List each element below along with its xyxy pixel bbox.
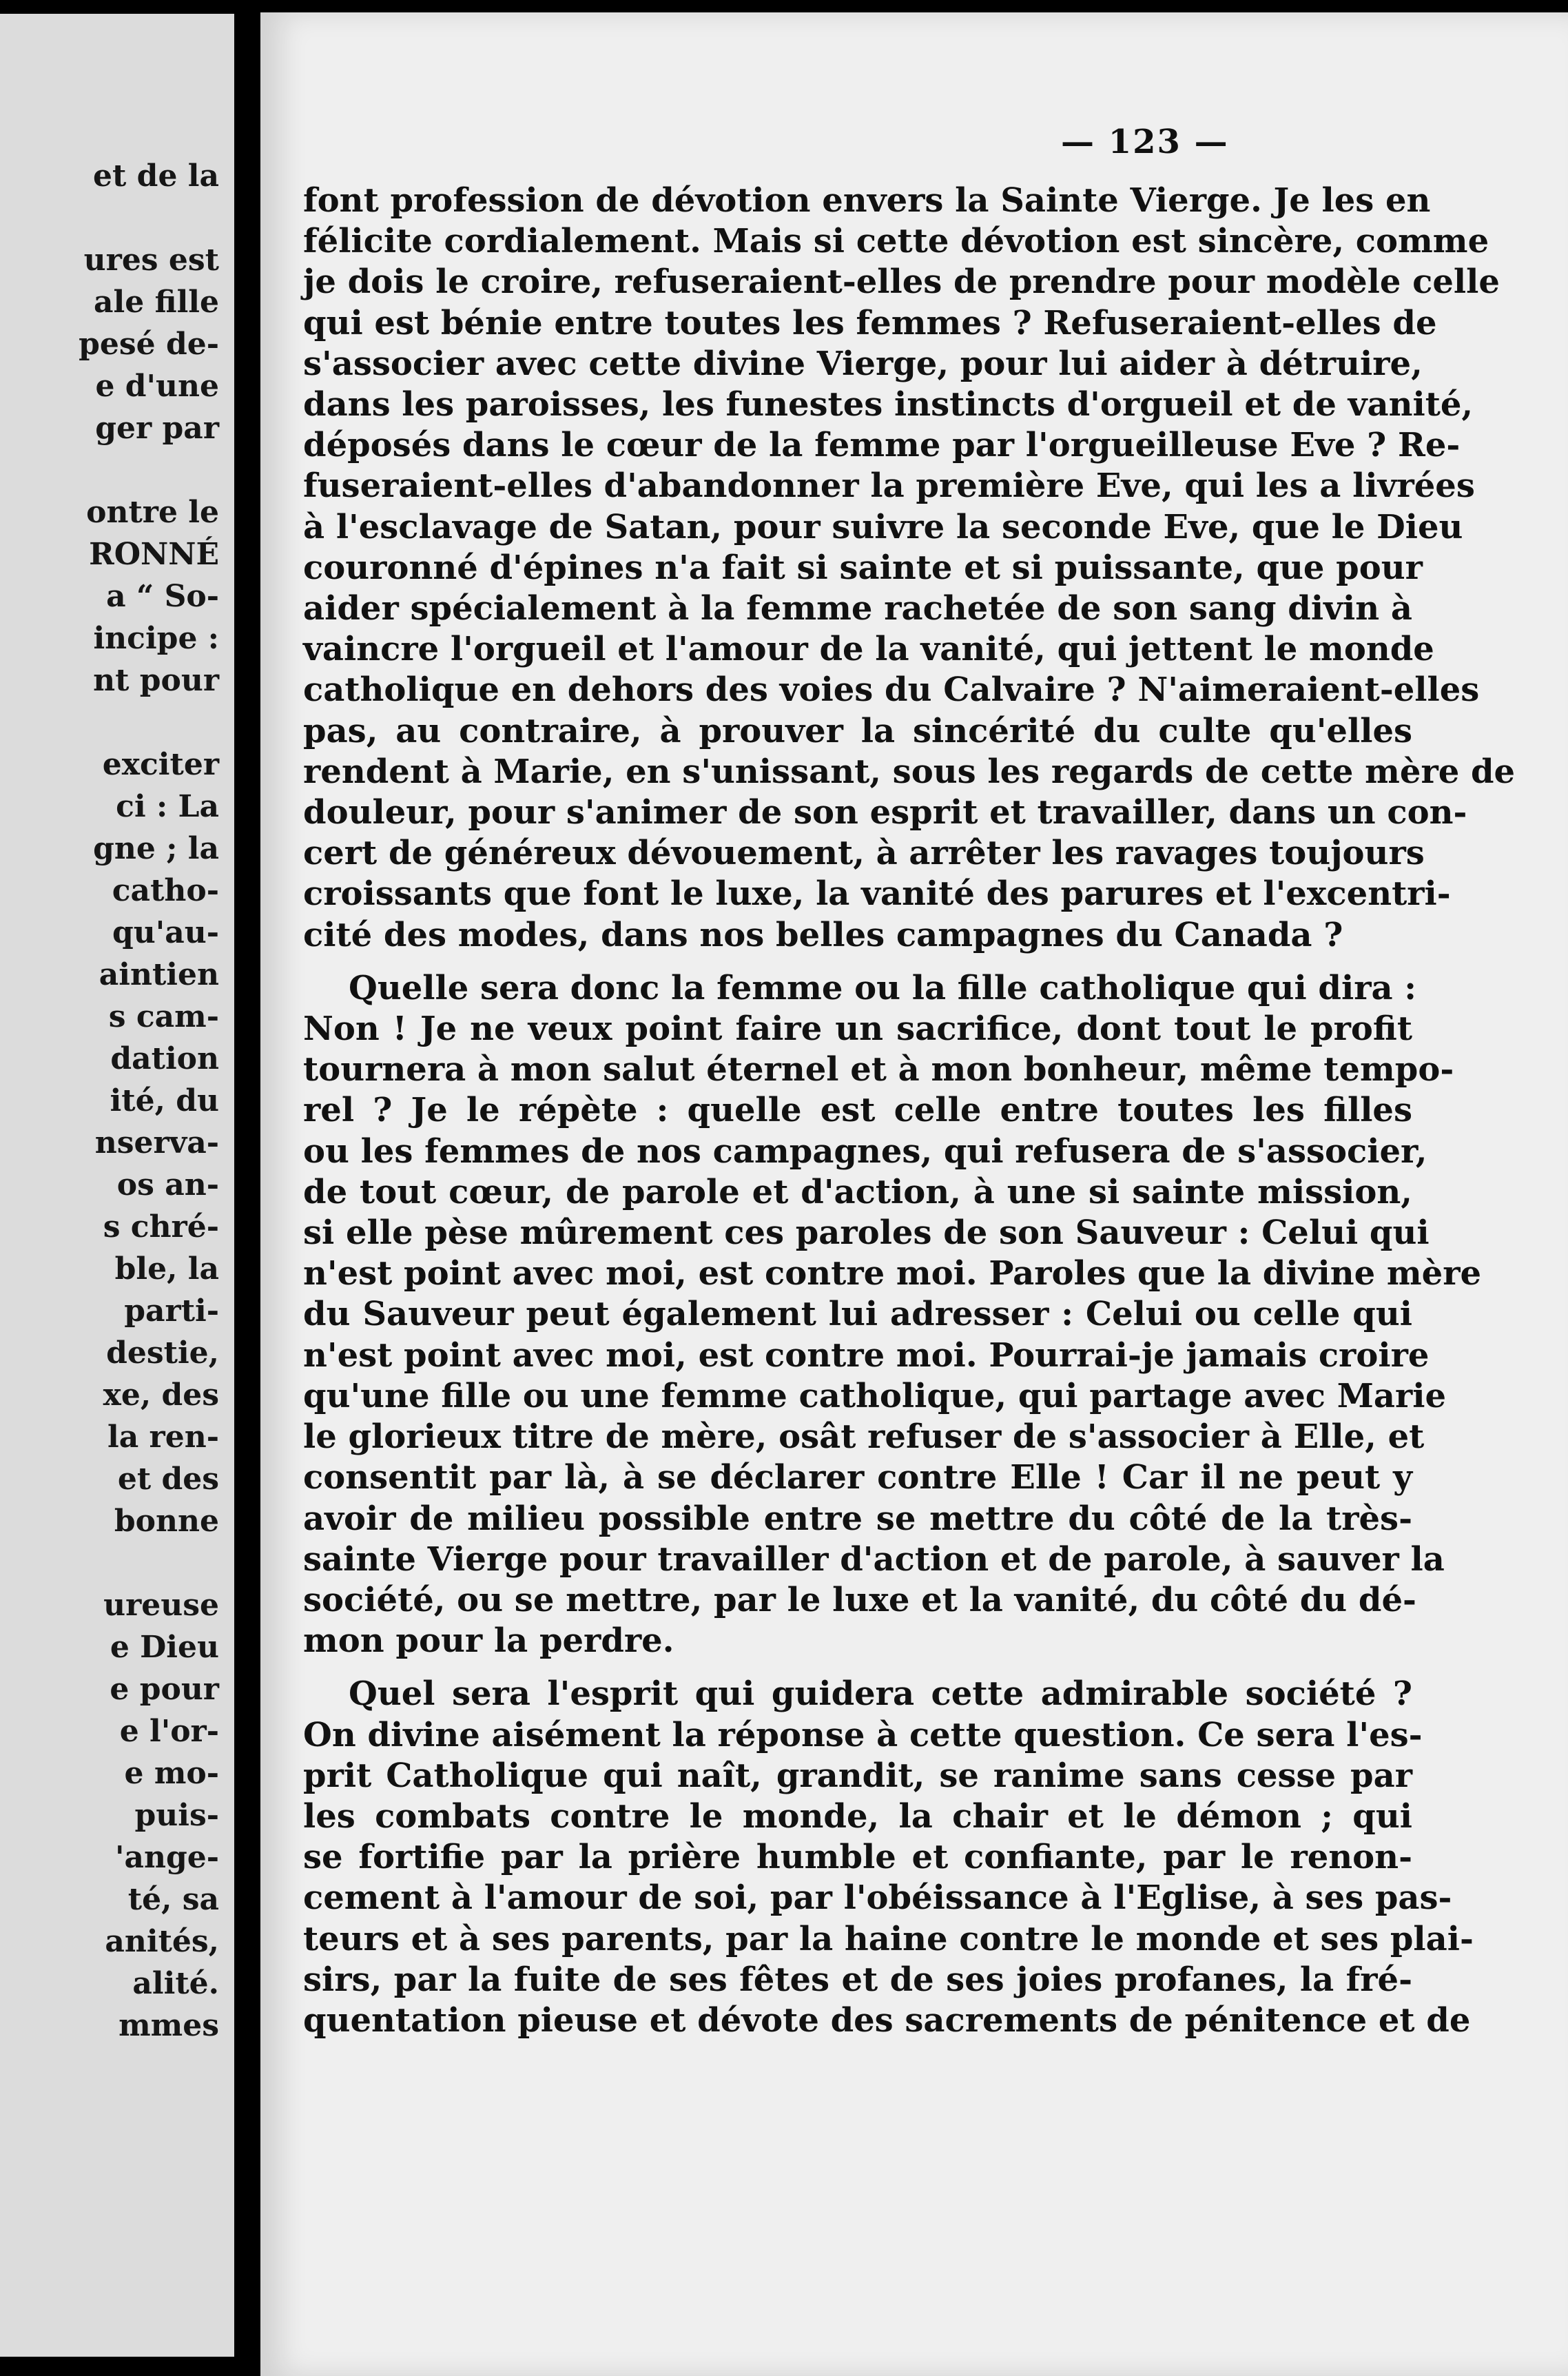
left-page-line: ureuse	[103, 1588, 219, 1623]
left-page-line: 'ange-	[115, 1840, 219, 1875]
text-line: de tout cœur, de parole et d'action, à une si sainte mission,	[303, 1172, 1412, 1211]
text-line: prit Catholique qui naît, grandit, se ranime sans cesse par	[303, 1756, 1412, 1795]
left-page-line: gne ; la	[93, 831, 219, 866]
left-page-line: et de la	[93, 158, 219, 194]
left-page-line	[79, 197, 219, 239]
text-line: aider spécialement à la femme rachetée de son sang divin à	[303, 589, 1412, 628]
text-line: couronné d'épines n'a fait si sainte et si puissante, que pour	[303, 548, 1423, 587]
paragraph	[303, 181, 1516, 956]
left-page-text	[79, 155, 219, 2047]
book-gutter	[234, 0, 262, 2376]
text-line: Quel sera l'esprit qui guidera cette admirable société ?	[349, 1675, 1412, 1714]
text-line: croissants que font le luxe, la vanité des parures et l'excentri-	[303, 874, 1451, 914]
text-line: Non ! Je ne veux point faire un sacrifice, dont tout le profit	[303, 1010, 1412, 1049]
text-line: félicite cordialement. Mais si cette dévotion est sincère, comme	[303, 222, 1489, 261]
left-page-fragment	[0, 14, 234, 2357]
left-page-line: e l'or-	[119, 1714, 219, 1749]
text-line: fuseraient-elles d'abandonner la première Eve, qui les a livrées	[303, 467, 1475, 506]
left-page-line: alité.	[132, 1966, 219, 2001]
text-line: sirs, par la fuite de ses fêtes et de ses joies profanes, la fré-	[303, 1960, 1412, 1999]
left-page-line: mmes	[118, 2008, 219, 2043]
text-line: qu'une fille ou une femme catholique, qui partage avec Marie	[303, 1376, 1447, 1415]
text-line: tournera à mon salut éternel et à mon bonheur, même tempo-	[303, 1050, 1454, 1089]
text-line: cert de généreux dévouement, à arrêter les ravages toujours	[303, 834, 1425, 873]
text-line: n'est point avec moi, est contre moi. Pourrai-je jamais croire	[303, 1335, 1430, 1375]
text-line: cement à l'amour de soi, par l'obéissance à l'Eglise, à ses pas-	[303, 1878, 1452, 1918]
left-page-line: pesé de-	[79, 327, 219, 362]
left-page-line: qu'au-	[112, 915, 219, 950]
text-line: du Sauveur peut également lui adresser : Celui ou celle qui	[303, 1295, 1412, 1334]
left-page-line: ures est	[83, 243, 219, 278]
left-page-line: nt pour	[93, 663, 219, 698]
text-line: catholique en dehors des voies du Calvaire ? N'aimeraient-elles	[303, 670, 1480, 710]
left-page-line: e d'une	[95, 369, 219, 404]
text-line: sainte Vierge pour travailler d'action et de parole, à sauver la	[303, 1539, 1445, 1579]
text-line: je dois le croire, refuseraient-elles de prendre pour modèle celle	[303, 263, 1500, 302]
text-line: rendent à Marie, en s'unissant, sous les regards de cette mère de	[303, 752, 1516, 791]
text-line: à l'esclavage de Satan, pour suivre la seconde Eve, que le Dieu	[303, 507, 1463, 546]
text-line: déposés dans le cœur de la femme par l'orgueilleuse Eve ? Re-	[303, 426, 1461, 465]
text-line: ou les femmes de nos campagnes, qui refusera de s'associer,	[303, 1131, 1427, 1171]
text-line: douleur, pour s'animer de son esprit et travailler, dans un con-	[303, 793, 1467, 832]
left-page-line: la ren-	[107, 1420, 219, 1455]
body-text	[303, 181, 1516, 2041]
left-page-line	[79, 449, 219, 491]
text-line: cité des modes, dans nos belles campagnes du Canada ?	[303, 915, 1343, 954]
left-page-line: e pour	[110, 1672, 219, 1707]
left-page-line: destie,	[106, 1335, 219, 1371]
left-page-line: puis-	[134, 1798, 219, 1833]
text-line: le glorieux titre de mère, osât refuser de s'associer à Elle, et	[303, 1417, 1425, 1457]
left-page-line: exciter	[102, 747, 219, 782]
text-line: quentation pieuse et dévote des sacrements de pénitence et de	[303, 2000, 1471, 2040]
left-page-line: té, sa	[127, 1882, 219, 1917]
left-page-line: incipe :	[93, 621, 219, 656]
text-line: vaincre l'orgueil et l'amour de la vanité, qui jettent le monde	[303, 630, 1434, 669]
left-page-line: e mo-	[124, 1756, 219, 1791]
text-line: se fortifie par la prière humble et confiante, par le renon-	[303, 1838, 1412, 1877]
text-line: si elle pèse mûrement ces paroles de son Sauveur : Celui qui	[303, 1213, 1430, 1253]
left-page-line: catho-	[112, 873, 219, 908]
left-page-line: dation	[110, 1041, 219, 1076]
left-page-line: ger par	[95, 411, 219, 446]
text-line: rel ? Je le répète : quelle est celle entre toutes les filles	[303, 1091, 1412, 1130]
left-page-line: ité, du	[110, 1083, 219, 1118]
left-page-line: RONNÉ	[89, 537, 219, 572]
paragraph	[303, 1674, 1474, 2041]
left-page-line: a “ So-	[106, 579, 219, 614]
left-page-line: parti-	[124, 1293, 219, 1329]
left-page-line	[79, 1542, 219, 1584]
left-page-line: xe, des	[103, 1378, 219, 1413]
left-page-line: ontre le	[86, 495, 219, 530]
text-line: Quelle sera donc la femme ou la fille catholique qui dira :	[349, 968, 1417, 1007]
left-page-line: ci : La	[116, 789, 219, 824]
text-line: font profession de dévotion envers la Sainte Vierge. Je les en	[303, 181, 1431, 220]
text-line: s'associer avec cette divine Vierge, pour lui aider à détruire,	[303, 344, 1423, 383]
left-page-line: aintien	[99, 957, 219, 992]
left-page-line	[79, 701, 219, 744]
left-page-line: nserva-	[94, 1125, 219, 1160]
text-line: avoir de milieu possible entre se mettre du côté de la très-	[303, 1499, 1412, 1538]
left-page-line: s chré-	[103, 1209, 219, 1245]
text-line: les combats contre le monde, la chair et le démon ; qui	[303, 1796, 1412, 1836]
page-number: — 123 —	[1061, 123, 1229, 161]
text-line: n'est point avec moi, est contre moi. Paroles que la divine mère	[303, 1254, 1482, 1293]
text-line: consentit par là, à se déclarer contre Elle ! Car il ne peut y	[303, 1458, 1412, 1497]
left-page-line: s cam-	[108, 999, 219, 1034]
text-line: qui est bénie entre toutes les femmes ? Refuseraient-elles de	[303, 303, 1437, 342]
left-page-line: et des	[117, 1462, 219, 1497]
left-page-line: e Dieu	[110, 1630, 219, 1665]
text-line: pas, au contraire, à prouver la sincérité du culte qu'elles	[303, 711, 1412, 750]
text-line: On divine aisément la réponse à cette question. Ce sera l'es-	[303, 1715, 1423, 1754]
text-line: mon pour la perdre.	[303, 1621, 674, 1661]
left-page-line: anités,	[105, 1924, 219, 1959]
left-page-line: ale fille	[94, 285, 219, 320]
left-page-line: bonne	[114, 1504, 219, 1539]
text-line: dans les paroisses, les funestes instincts d'orgueil et de vanité,	[303, 385, 1474, 424]
paragraph	[303, 968, 1482, 1661]
left-page-line: ble, la	[114, 1251, 219, 1287]
text-line: société, ou se mettre, par le luxe et la vanité, du côté du dé-	[303, 1580, 1416, 1619]
text-line: teurs et à ses parents, par la haine contre le monde et ses plai-	[303, 1919, 1474, 1958]
left-page-line: os an-	[116, 1167, 219, 1202]
